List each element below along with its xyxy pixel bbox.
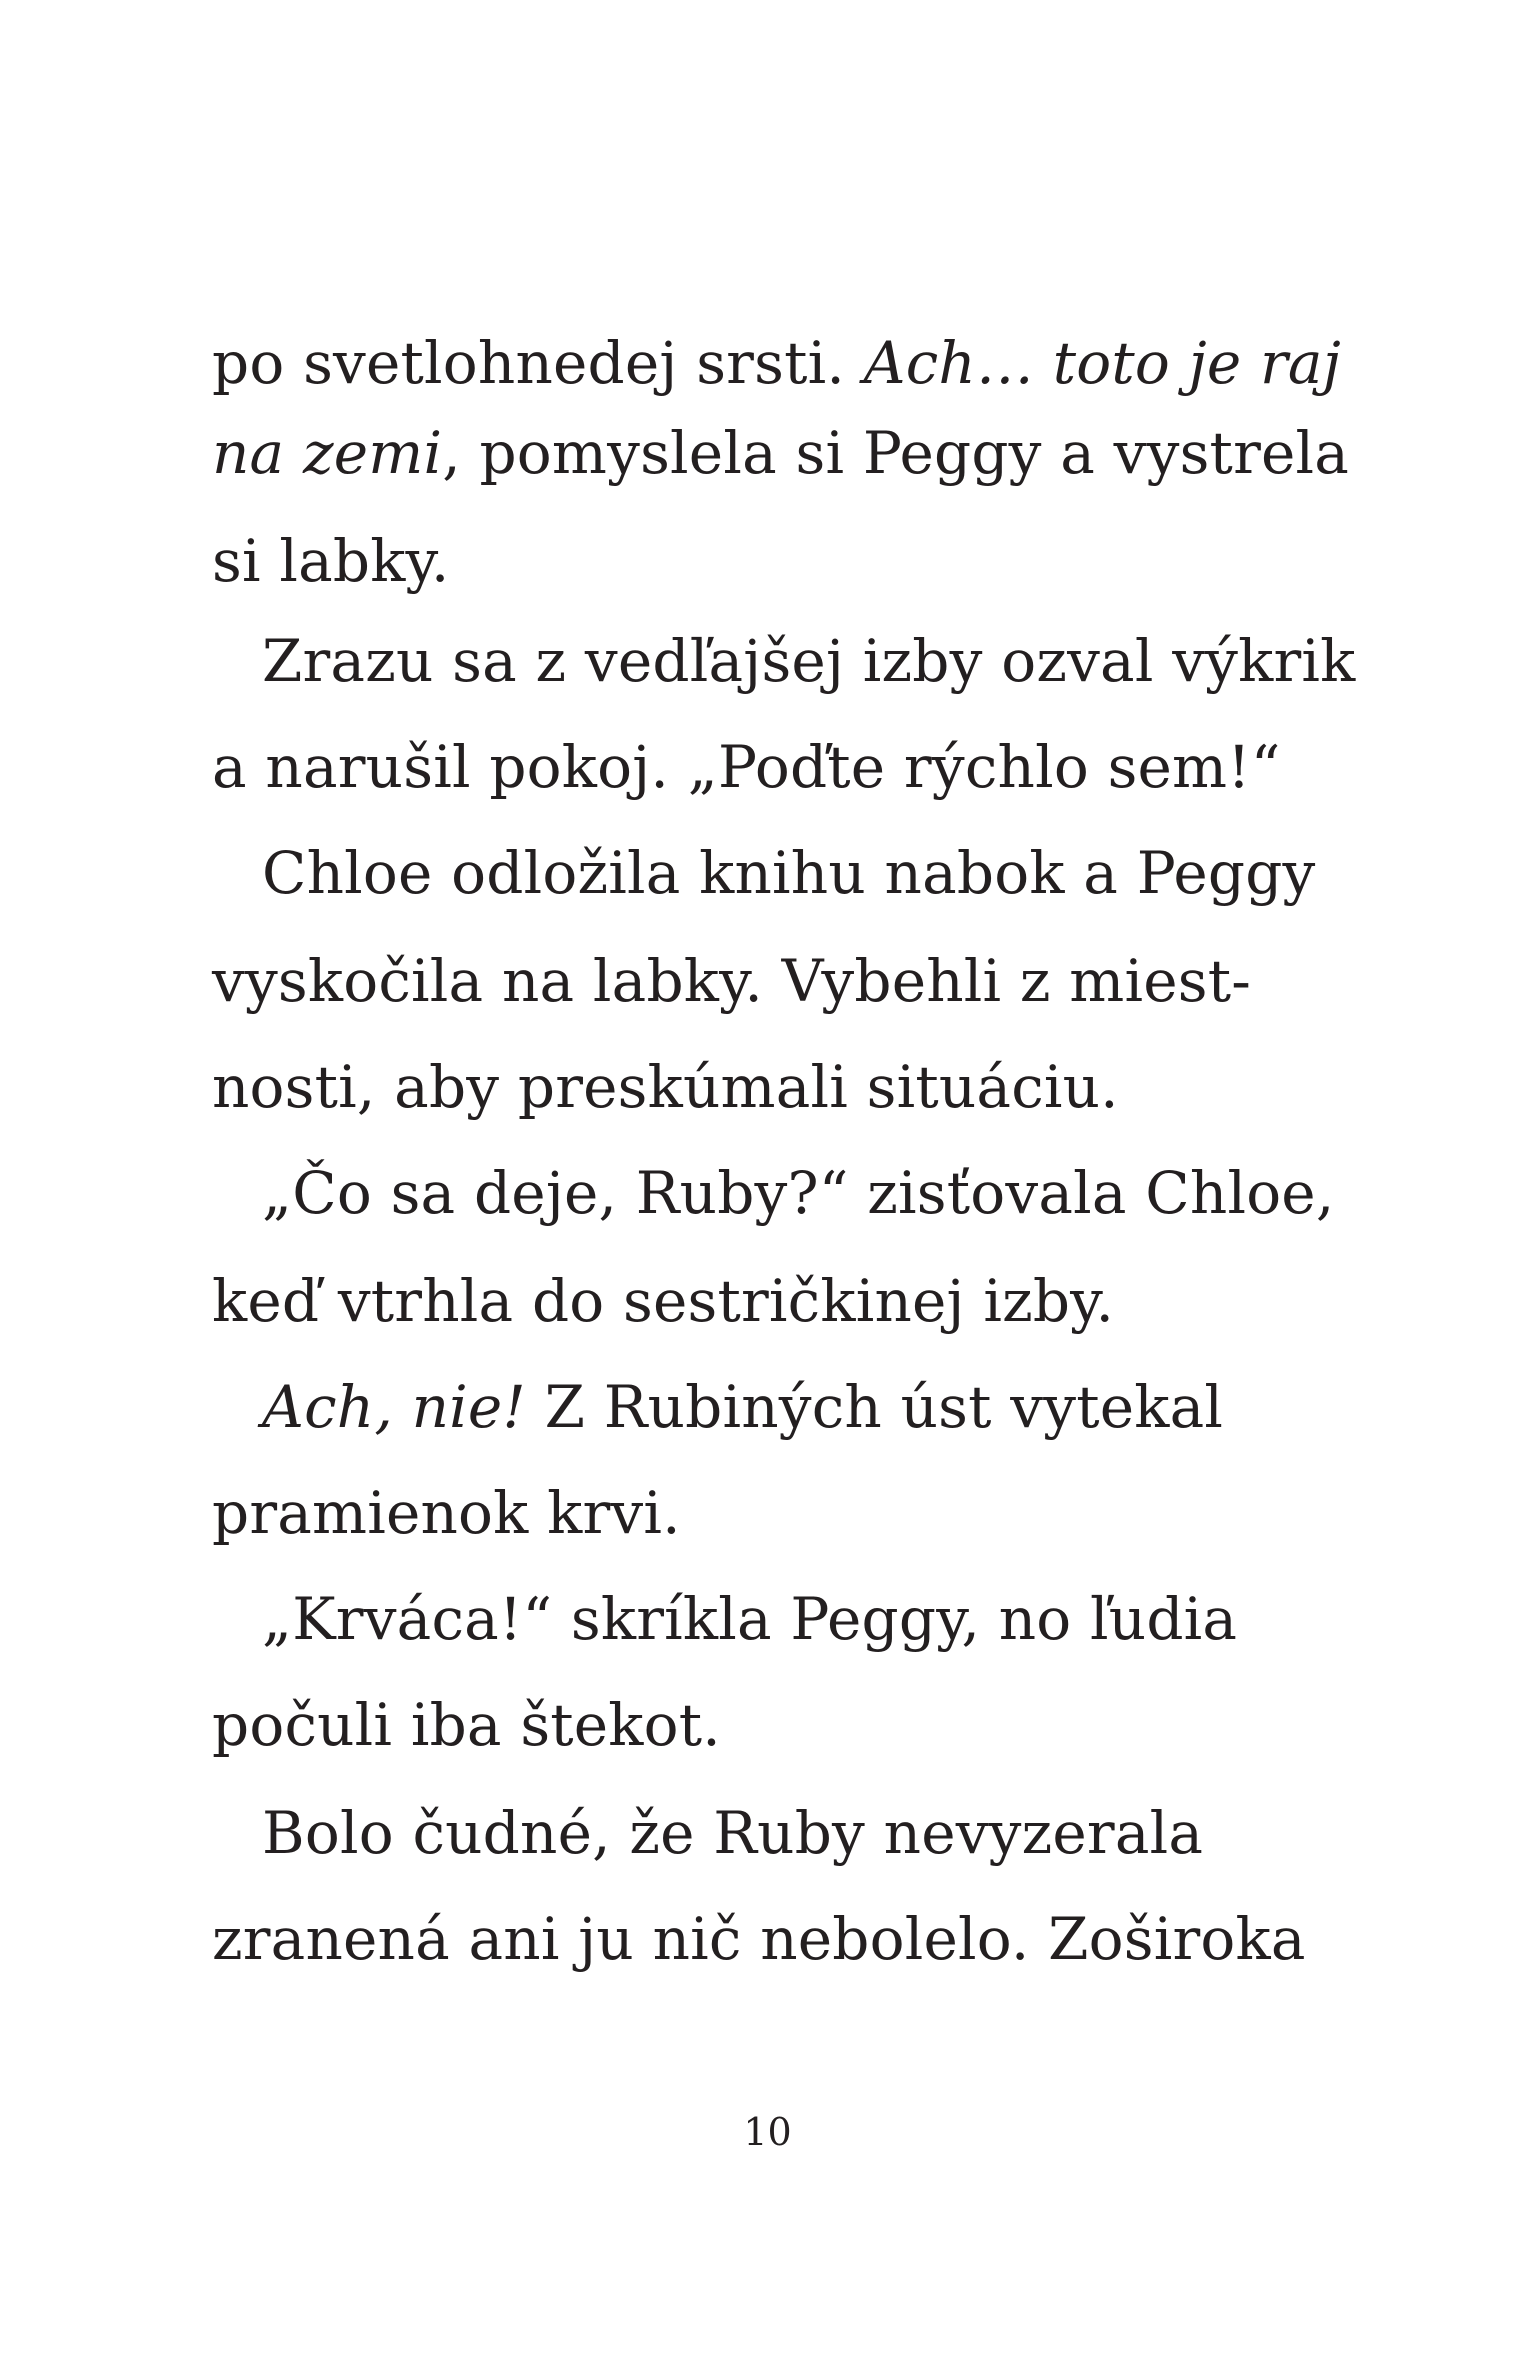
italic-thought: Ach… toto je raj: [863, 329, 1341, 397]
text-line-9: [262, 1158, 1334, 1228]
text-line-14: [212, 1690, 721, 1760]
text-span: Zrazu sa z vedľajšej izby ozval výkrik: [262, 627, 1356, 695]
text-line-13: [262, 1584, 1237, 1654]
text-line-5: [212, 732, 1281, 802]
italic-thought: na zemi: [212, 419, 443, 487]
text-span: Chloe odložila knihu nabok a Peggy: [262, 839, 1316, 907]
text-span: , pomyslela si Peggy a vystrela: [442, 419, 1350, 487]
text-span: zranená ani ju nič nebolelo. Zoširoka: [212, 1905, 1306, 1973]
text-span: „Čo sa deje, Ruby?“ zisťovala Chloe,: [262, 1159, 1335, 1227]
text-line-3: [212, 526, 449, 596]
text-line-1: [212, 328, 1341, 398]
text-line-12: [212, 1478, 681, 1548]
text-line-10: [212, 1266, 1114, 1336]
text-line-2: [212, 418, 1349, 488]
text-line-11: [262, 1372, 1223, 1442]
text-span: vyskočila na labky. Vybehli z miest-: [212, 947, 1252, 1015]
text-line-8: [212, 1052, 1119, 1122]
text-line-7: [212, 946, 1251, 1016]
text-span: po svetlohnedej srsti.: [212, 329, 864, 397]
text-span: Z Rubiných úst vytekal: [525, 1373, 1224, 1441]
text-span: keď vtrhla do sestričkinej izby.: [212, 1267, 1115, 1335]
text-span: Bolo čudné, že Ruby nevyzerala: [262, 1799, 1204, 1867]
text-line-4: [262, 626, 1356, 696]
italic-exclamation: Ach, nie!: [262, 1373, 526, 1441]
text-span: počuli iba štekot.: [212, 1691, 721, 1759]
text-span: si labky.: [212, 527, 450, 595]
text-span: a narušil pokoj. „Poďte rýchlo sem!“: [212, 733, 1281, 801]
text-span: „Krváca!“ skríkla Peggy, no ľudia: [262, 1585, 1238, 1653]
page-number: 10: [743, 2110, 792, 2154]
text-line-16: [212, 1904, 1306, 1974]
text-span: nosti, aby preskúmali situáciu.: [212, 1053, 1119, 1121]
text-span: pramienok krvi.: [212, 1479, 681, 1547]
text-line-15: [262, 1798, 1203, 1868]
text-line-6: [262, 838, 1316, 908]
